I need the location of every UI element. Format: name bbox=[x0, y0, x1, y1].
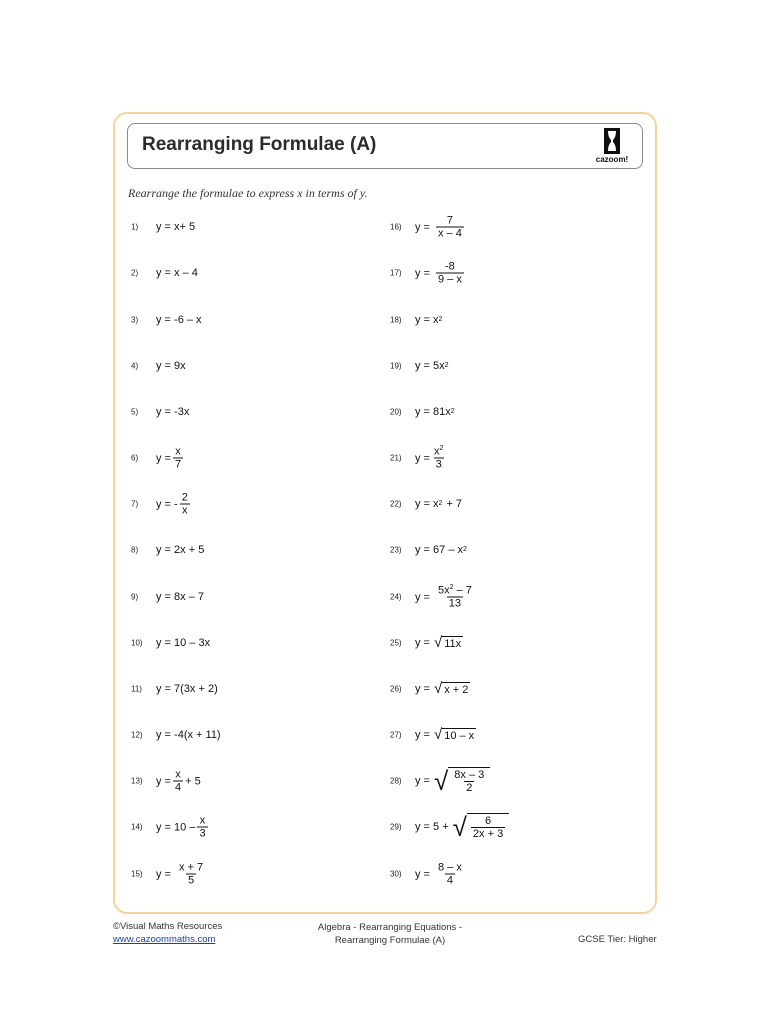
question-number: 24) bbox=[390, 592, 402, 602]
equation: y = -6 – x bbox=[156, 314, 202, 326]
question-number: 2) bbox=[131, 268, 139, 278]
question-number: 23) bbox=[390, 545, 402, 555]
copyright-text: ©Visual Maths Resources bbox=[113, 921, 223, 932]
equation: y = x 2 + 7 bbox=[415, 498, 463, 510]
equation: y = √ $\frac{8x - 3}{2}$ bbox=[415, 767, 490, 795]
square-root: √ 11x bbox=[433, 634, 462, 651]
equation: y = x 2 bbox=[415, 314, 443, 326]
question-number: 15) bbox=[131, 869, 143, 879]
question-number: 11) bbox=[131, 684, 142, 694]
question-number: 27) bbox=[390, 730, 402, 740]
question-number: 20) bbox=[390, 407, 402, 417]
equation: y = 2x + 5 bbox=[156, 544, 205, 556]
question-number: 25) bbox=[390, 638, 402, 648]
question-number: 28) bbox=[390, 776, 402, 786]
question-number: 8) bbox=[131, 545, 139, 555]
question-number: 6) bbox=[131, 453, 139, 463]
question-number: 30) bbox=[390, 869, 402, 879]
equation: y = $\frac{5x^2 - 7}{13}$ bbox=[415, 583, 472, 610]
equation: y = 10 – 3x bbox=[156, 637, 211, 649]
question-number: 9) bbox=[131, 592, 139, 602]
question-number: 3) bbox=[131, 315, 139, 325]
equation: y = 5 + √ $\frac{6}{2x + 3}$ bbox=[415, 813, 509, 841]
question-number: 14) bbox=[131, 822, 143, 832]
question-number: 21) bbox=[390, 453, 402, 463]
cazoom-logo bbox=[592, 128, 632, 166]
question-number: 4) bbox=[131, 361, 139, 371]
question-number: 12) bbox=[131, 730, 143, 740]
equation: y = √ 10 – x bbox=[415, 726, 475, 743]
equation: y = 8x – 7 bbox=[156, 591, 205, 603]
square-root: √ $\frac{8x - 3}{2}$ bbox=[434, 767, 490, 795]
equation: y = $\frac{x}{4}$ + 5 bbox=[156, 768, 201, 794]
equation: y = $\frac{x + 7}{5}$ bbox=[156, 861, 204, 887]
question-number: 18) bbox=[390, 315, 402, 325]
equation: y = 5x 2 bbox=[415, 360, 449, 372]
question-number: 1) bbox=[131, 222, 139, 232]
topic-label: Algebra - Rearranging Equations - Rearranging Formulae (A) bbox=[317, 922, 463, 946]
equation: y = $\frac{8 - x}{4}$ bbox=[415, 861, 462, 887]
equation: y = $\frac{7}{x - 4}$ bbox=[415, 214, 462, 240]
website-link[interactable]: www.cazoommaths.com bbox=[113, 934, 216, 945]
title-box bbox=[127, 123, 643, 169]
question-number: 5) bbox=[131, 407, 139, 417]
question-number: 19) bbox=[390, 361, 402, 371]
equation: y = $\frac{x^2}{3}$ bbox=[415, 444, 444, 471]
square-root: √ 10 – x bbox=[433, 726, 475, 743]
question-number: 13) bbox=[131, 776, 143, 786]
equation: y = 7(3x + 2) bbox=[156, 683, 218, 695]
hourglass-icon bbox=[604, 128, 620, 154]
question-number: 7) bbox=[131, 499, 139, 509]
equation: y = 67 – x 2 bbox=[415, 544, 467, 556]
equation: y = -4(x + 11) bbox=[156, 729, 221, 741]
question-number: 16) bbox=[390, 222, 402, 232]
square-root: √ $\frac{6}{2x + 3}$ bbox=[453, 813, 510, 841]
logo-text: cazoom! bbox=[595, 155, 629, 164]
equation: y = -3x bbox=[156, 406, 190, 418]
equation: y = 9x bbox=[156, 360, 186, 372]
page-title: Rearranging Formulae (A) bbox=[142, 134, 377, 155]
equation: y = $\frac{-8}{9 - x}$ bbox=[415, 260, 462, 286]
question-number: 10) bbox=[131, 638, 143, 648]
question-number: 22) bbox=[390, 499, 402, 509]
equation: y = √ x + 2 bbox=[415, 680, 469, 697]
equation: y = 81x 2 bbox=[415, 406, 455, 418]
equation: y = - $\frac{2}{x}$ bbox=[156, 491, 188, 517]
instruction: Rearrange the formulae to express x in terms of y. bbox=[128, 186, 368, 200]
question-number: 29) bbox=[390, 822, 402, 832]
equation: y = x+ 5 bbox=[156, 221, 196, 233]
square-root: √ x + 2 bbox=[433, 680, 469, 697]
equation: y = x – 4 bbox=[156, 267, 198, 279]
equation: y = $\frac{x}{7}$ bbox=[156, 445, 182, 471]
question-number: 26) bbox=[390, 684, 402, 694]
equation: y = 10 – $\frac{x}{3}$ bbox=[156, 814, 206, 840]
question-number: 17) bbox=[390, 268, 402, 278]
tier-label: GCSE Tier: Higher bbox=[578, 934, 657, 945]
equation: y = √ 11x bbox=[415, 634, 462, 651]
